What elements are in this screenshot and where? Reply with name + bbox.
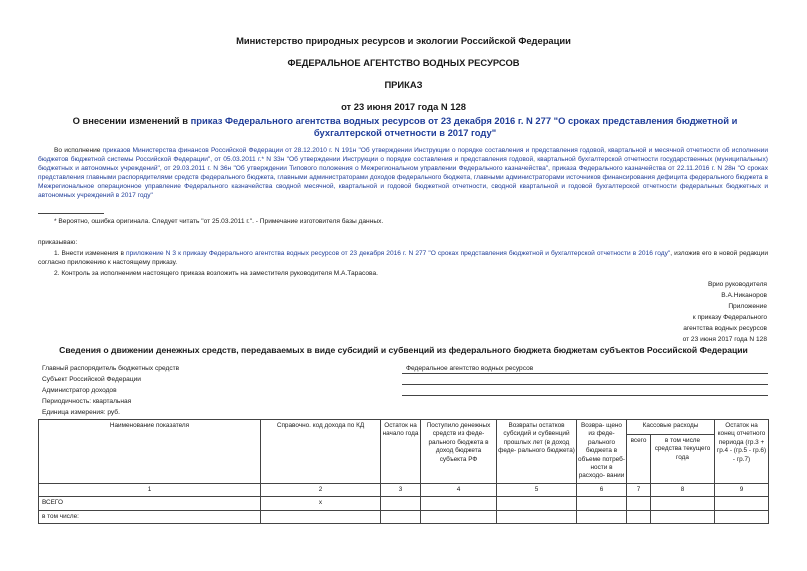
- cell: [381, 510, 421, 523]
- section-title: Сведения о движении денежных средств, передаваемых в виде субсидий и субвенций из федерального бюджета бюджетам субъектов Российской Федерации: [59, 345, 748, 355]
- cell: [627, 497, 651, 510]
- appendix-line-2: агентства водных ресурсов: [683, 325, 767, 332]
- item-1-suffix: , изложив его в новой редакции согласно приложению к настоящему приказу.: [38, 250, 769, 266]
- cell: [421, 497, 497, 510]
- appendix-line-3: от 23 июня 2017 года N 128: [682, 336, 767, 343]
- col-num-4: 4: [421, 483, 497, 496]
- document-date: от 23 июня 2017 года N 128: [341, 101, 466, 112]
- row-total-label: ВСЕГО: [39, 497, 261, 510]
- subsidy-table: [38, 419, 769, 524]
- cell: [627, 510, 651, 523]
- form-label-periodicity: Периодичность: квартальная: [42, 398, 132, 405]
- table-row-total: [39, 497, 769, 510]
- form-value-distributor: Федеральное агентство водных ресурсов: [406, 365, 534, 372]
- cell: [577, 510, 627, 523]
- table-row-including: [39, 510, 769, 523]
- order-item-1: [38, 249, 768, 267]
- preamble: [38, 146, 768, 200]
- row-including-label: в том числе:: [39, 510, 261, 523]
- th-start-balance: Остаток на начало года: [381, 420, 421, 484]
- form-label-unit: Единица измерения: руб.: [42, 409, 120, 416]
- col-num-7: 7: [627, 483, 651, 496]
- cell: [381, 497, 421, 510]
- th-received: Поступило денежных средств из феде- рального бюджета в доход бюджета субъекта РФ: [421, 420, 497, 484]
- th-end-balance: Остаток на конец отчетного периода (гр.3 + гр.4 - (гр.5 - гр.6) - гр.7): [715, 420, 769, 484]
- cell: [261, 510, 381, 523]
- appendix-line-1: к приказу Федерального: [692, 314, 767, 321]
- cell: [577, 497, 627, 510]
- col-num-9: 9: [715, 483, 769, 496]
- th-expenses-current: в том числе средства текущего года: [651, 434, 715, 483]
- signature-role: Врио руководителя: [707, 281, 767, 288]
- title-prefix: О внесении изменений в: [72, 115, 191, 126]
- cell: [497, 510, 577, 523]
- form-line-distributor: [402, 373, 768, 374]
- ministry-name: Министерство природных ресурсов и экологии Российской Федерации: [236, 35, 571, 46]
- cell: [497, 497, 577, 510]
- th-returned: Возвра- щено из феде- рального бюджета в объеме потреб- ности в расходо- вании: [577, 420, 627, 484]
- preamble-prefix: Во исполнение: [54, 147, 103, 154]
- th-name: Наименование показателя: [39, 420, 261, 484]
- th-expenses: Кассовые расходы: [627, 420, 715, 435]
- table-number-row: [39, 483, 769, 496]
- cell: [421, 510, 497, 523]
- order-word: приказываю:: [38, 239, 78, 246]
- row-total-code: x: [261, 497, 381, 510]
- document-title: [60, 115, 750, 139]
- form-line-subject: [402, 384, 768, 385]
- table-header-row: [39, 420, 769, 435]
- footnote: * Вероятно, ошибка оригинала. Следует читать "от 25.03.2011 г.". - Примечание изготовителя базы данных.: [54, 218, 384, 225]
- cell: [651, 497, 715, 510]
- agency-name: ФЕДЕРАЛЬНОЕ АГЕНТСТВО ВОДНЫХ РЕСУРСОВ: [287, 57, 520, 68]
- order-item-2: 2. Контроль за исполнением настоящего приказа возложить на заместителя руководителя М.А.Тарасова.: [54, 270, 378, 277]
- item-1-prefix: 1. Внести изменения в: [54, 250, 127, 257]
- form-label-administrator: Администратор доходов: [42, 387, 117, 394]
- preamble-orders-link[interactable]: приказов Министерства финансов Российской Федерации от 28.12.2010 г. N 191н "Об утверждении Инструкции о порядке составления и представления годовой, квартальной и месячной отчетности об исполнении бюджетов бюджетной системы Российской Федерации", от 05.03.2011 г.* N 33н "Об утверждении Инструкции о порядке составления и представления годовой, квартальной бухгалтерской отчетности государственных (муниципальных) бюджетных и автономных учреждений", от 29.03.2011 г. N 36н "Об утверждении Типового положения о Межрегиональном управлении Федерального казначейства", приказа Федерального казначейства от 22.11.2016 г. N 28н "О сроках представления главными распорядителями средств федерального бюджета, главными администраторами доходов федерального бюджета, главными администраторами источников финансирования дефицита федерального бюджета в Межрегиональное операционное управление Федерального казначейства сводной месячной, квартальной и годовой бюджетной отчетности, сводной квартальной и годовой бухгалтерской отчетности федеральных бюджетных и автономных учреждений в 2017 году": [38, 147, 768, 199]
- cell: [715, 497, 769, 510]
- col-num-1: 1: [39, 483, 261, 496]
- appendix-label: Приложение: [728, 303, 767, 310]
- footnote-divider: [38, 213, 104, 214]
- col-num-3: 3: [381, 483, 421, 496]
- signature-name: В.А.Никаноров: [721, 292, 767, 299]
- th-expenses-total: всего: [627, 434, 651, 483]
- item-1-appendix-link[interactable]: приложение N 3 к приказу Федерального агентства водных ресурсов от 23 декабря 2016 г. N 277 "О сроках представления бюджетной и бухгалтерской отчетности в 2016 году": [126, 250, 671, 257]
- col-num-8: 8: [651, 483, 715, 496]
- document-type: ПРИКАЗ: [384, 79, 423, 90]
- title-order-link[interactable]: приказ Федерального агентства водных ресурсов от 23 декабря 2016 г. N 277 "О сроках представления бюджетной и бухгалтерской отчетности в 2017 году": [190, 115, 738, 138]
- col-num-5: 5: [497, 483, 577, 496]
- col-num-6: 6: [577, 483, 627, 496]
- th-returns: Возвраты остатков субсидий и субвенций прошлых лет (в доход феде- рального бюджета): [497, 420, 577, 484]
- form-label-subject: Субъект Российской Федерации: [42, 376, 141, 383]
- cell: [715, 510, 769, 523]
- col-num-2: 2: [261, 483, 381, 496]
- form-line-administrator: [402, 395, 768, 396]
- form-label-distributor: Главный распорядитель бюджетных средств: [42, 365, 180, 372]
- cell: [651, 510, 715, 523]
- th-code: Справочно. код дохода по КД: [261, 420, 381, 484]
